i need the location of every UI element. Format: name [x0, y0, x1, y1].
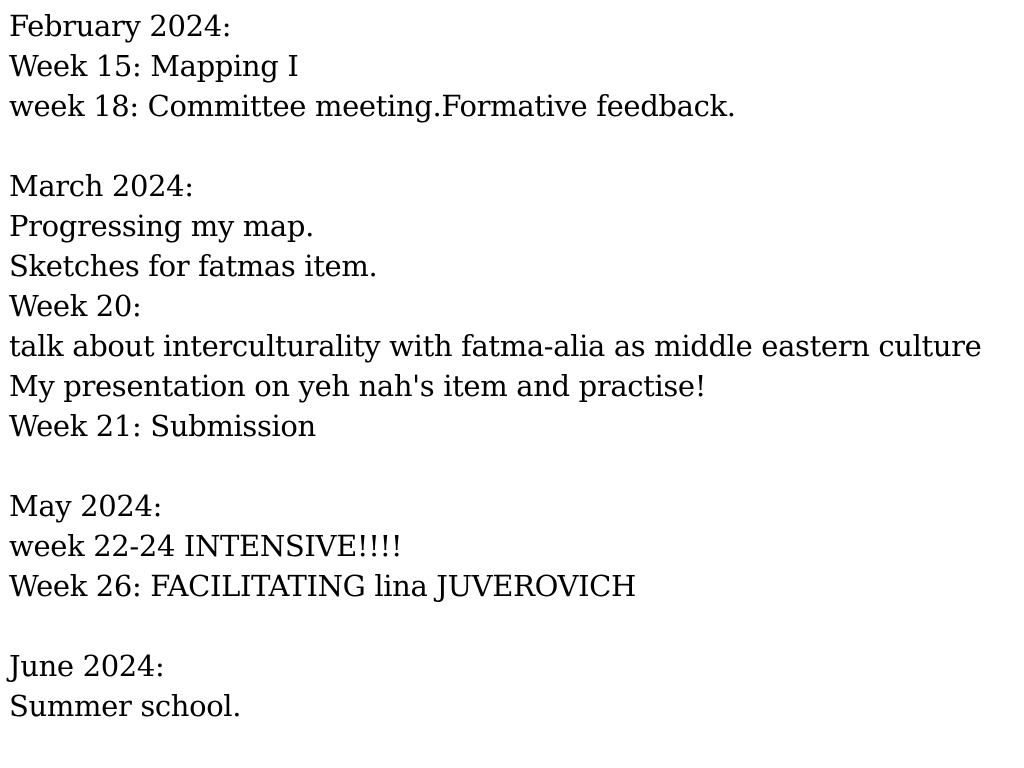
entry-line: Week 15: Mapping I [9, 49, 299, 83]
section-heading: May 2024: [9, 489, 163, 523]
entry-line: My presentation on yeh nah's item and practise! [9, 369, 707, 403]
document-body [9, 6, 1021, 726]
section-june [9, 646, 1021, 726]
section-heading: March 2024: [9, 169, 194, 203]
section-february [9, 6, 1021, 126]
section-heading: February 2024: [9, 9, 232, 43]
blank-line [9, 606, 1021, 646]
entry-line: week 18: Committee meeting.Formative feedback. [9, 89, 736, 123]
entry-line: Summer school. [9, 689, 242, 723]
section-heading: June 2024: [9, 649, 165, 683]
entry-line: Sketches for fatmas item. [9, 249, 378, 283]
section-may [9, 486, 1021, 606]
blank-line [9, 446, 1021, 486]
section-march [9, 166, 1021, 446]
entry-line: week 22-24 INTENSIVE!!!! [9, 529, 403, 563]
entry-line: Progressing my map. [9, 209, 314, 243]
entry-line: Week 20: [9, 289, 142, 323]
entry-line: Week 21: Submission [9, 409, 316, 443]
entry-line: Week 26: FACILITATING lina JUVEROVICH [9, 569, 636, 603]
blank-line [9, 126, 1021, 166]
entry-line: talk about interculturality with fatma-alia as middle eastern culture [9, 329, 982, 363]
